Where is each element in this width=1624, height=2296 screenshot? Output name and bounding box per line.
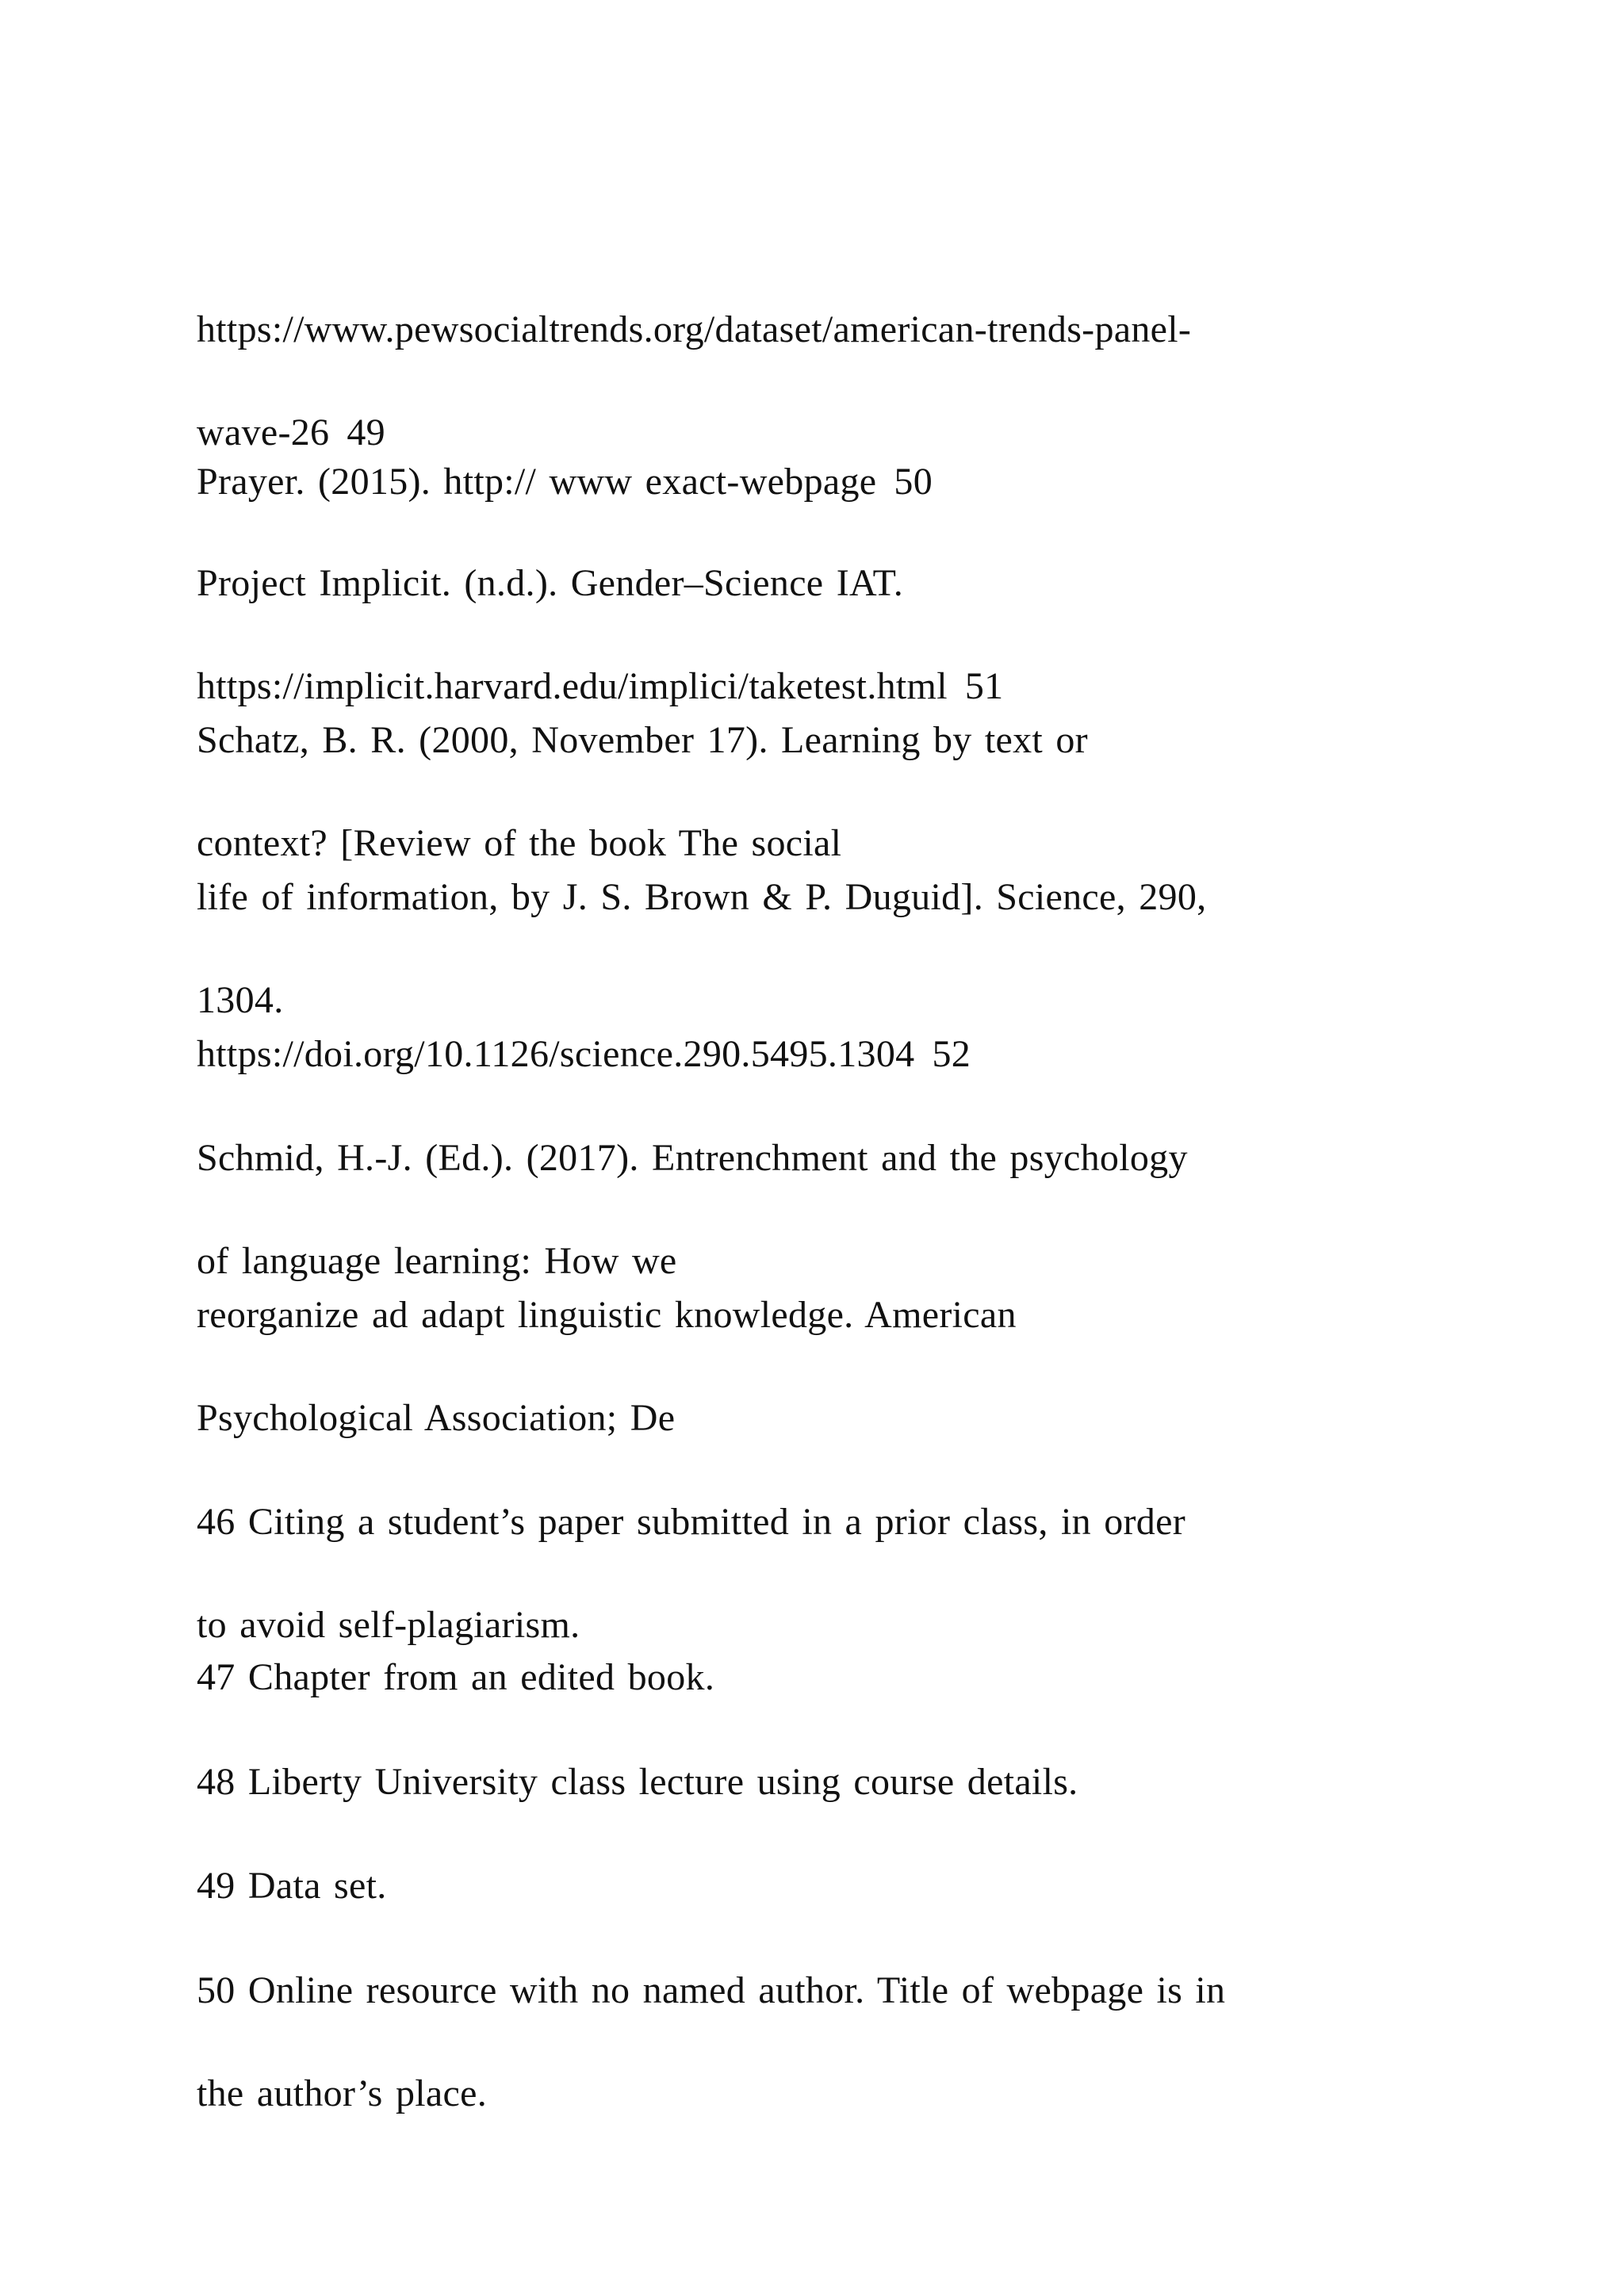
reference-line: 1304. — [197, 979, 284, 1021]
reference-line: Schatz, B. R. (2000, November 17). Learning by text or — [197, 719, 1088, 761]
reference-text: https://doi.org/10.1126/science.290.5495.1304 — [197, 1033, 915, 1075]
reference-line: context? [Review of the book The social — [197, 822, 842, 864]
footnote — [197, 1913, 1465, 2171]
reference-line — [197, 1028, 1465, 1080]
reference-line: https://www.pewsocialtrends.org/dataset/american-trends-panel- — [197, 308, 1192, 350]
reference-number: 52 — [932, 1033, 971, 1075]
reference-number: 50 — [894, 461, 933, 503]
reference-number: 51 — [964, 665, 1004, 707]
footnote-line: to avoid self-plagiarism. — [197, 1604, 580, 1646]
reference-text: https://implicit.harvard.edu/implici/taketest.html — [197, 665, 948, 707]
reference-line: of language learning: How we — [197, 1240, 677, 1282]
footnote-line: 49 Data set. — [197, 1865, 387, 1907]
reference-text: wave-26 — [197, 411, 330, 453]
reference-number: 49 — [347, 411, 385, 453]
footnote-line: 47 Chapter from an edited book. — [197, 1656, 715, 1698]
reference-line: Project Implicit. (n.d.). Gender–Science IAT. — [197, 562, 903, 604]
footnote-line: the author’s place. — [197, 2072, 488, 2114]
reference-line: Psychological Association; De — [197, 1397, 676, 1439]
footnote-line: 48 Liberty University class lecture using course details. — [197, 1761, 1078, 1803]
footnote-line: 50 Online resource with no named author. Title of webpage is in — [197, 1969, 1226, 2011]
reference-line: Schmid, H.-J. (Ed.). (2017). Entrenchment and the psychology — [197, 1137, 1188, 1179]
reference-line: life of information, by J. S. Brown & P. Duguid]. Science, 290, — [197, 876, 1207, 918]
footnote-line: 46 Citing a student’s paper submitted in a prior class, in order — [197, 1501, 1185, 1543]
reference-line — [197, 456, 1465, 507]
reference-line: reorganize ad adapt linguistic knowledge. American — [197, 1294, 1017, 1336]
reference-text: Prayer. (2015). http:// www exact-webpage — [197, 461, 877, 503]
